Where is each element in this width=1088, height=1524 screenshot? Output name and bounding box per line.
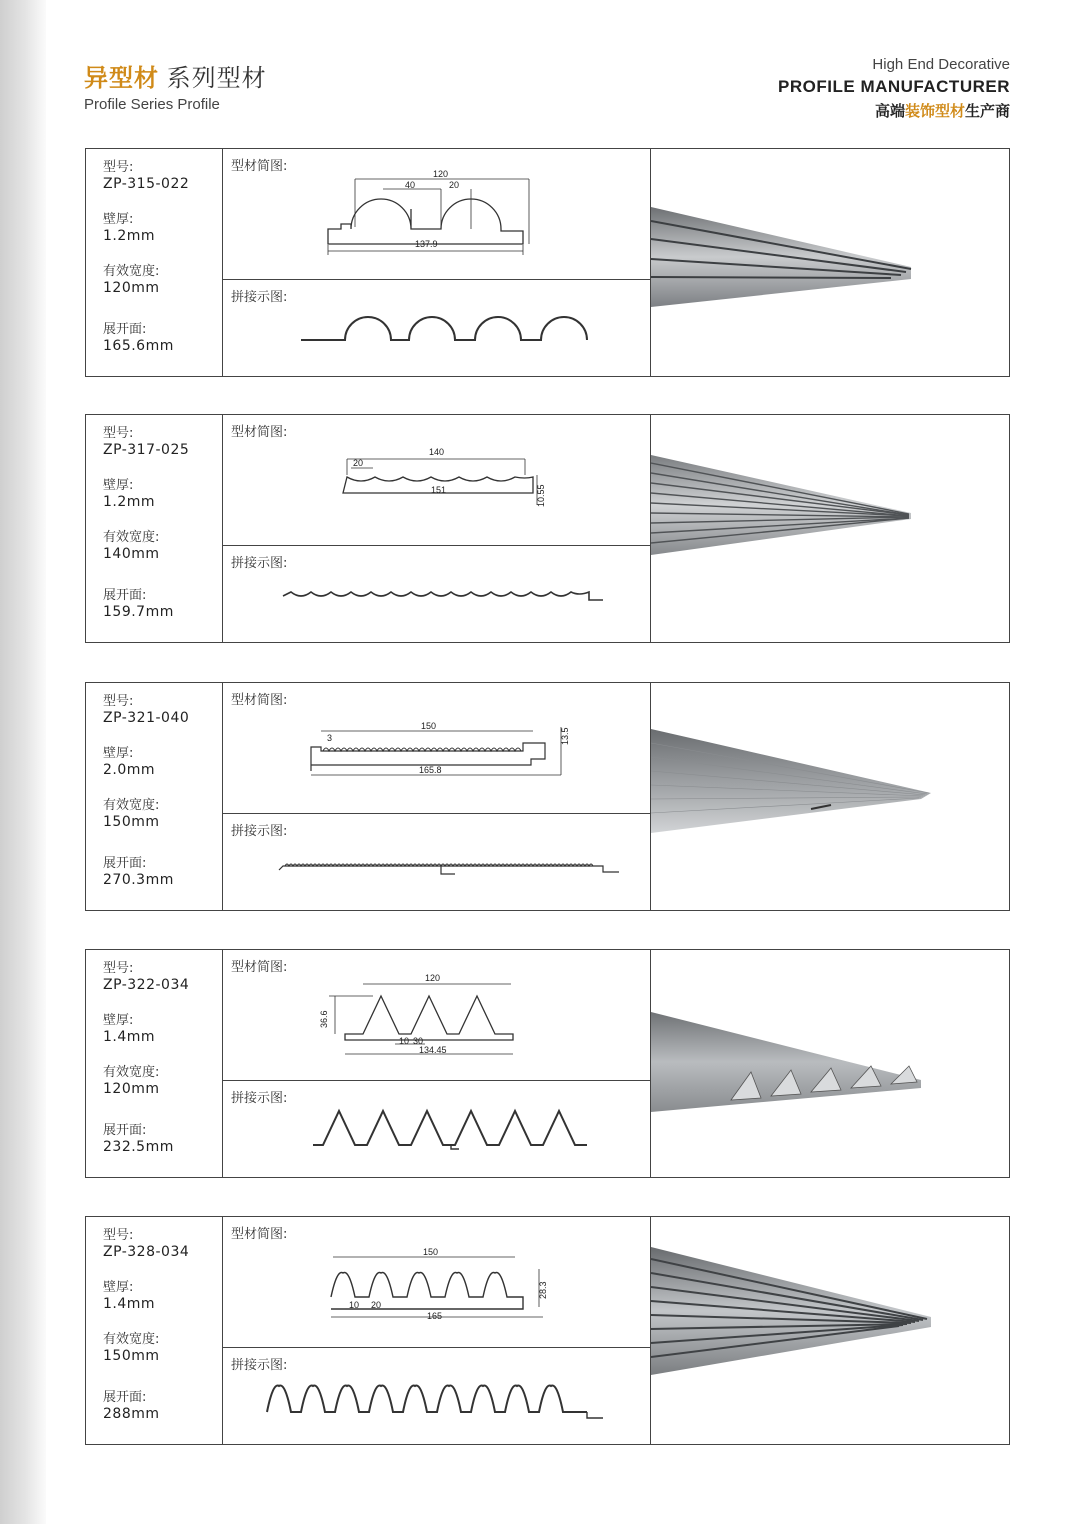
diagram-column xyxy=(223,1217,651,1444)
model-label: 型号: xyxy=(103,694,134,709)
joint-diagram-panel xyxy=(223,280,650,376)
profile-shape xyxy=(328,199,523,244)
thickness-value: 1.4mm xyxy=(103,1029,156,1045)
page-title xyxy=(84,58,267,93)
panel-render xyxy=(651,415,1009,642)
diagram-column xyxy=(223,415,651,642)
thickness-label: 壁厚: xyxy=(103,478,134,493)
panel-render xyxy=(651,683,1009,910)
model-label: 型号: xyxy=(103,426,134,441)
product-card xyxy=(85,949,1010,1178)
unfold-value: 165.6mm xyxy=(103,338,174,354)
joint-diagram-panel xyxy=(223,814,650,910)
unfold-value: 159.7mm xyxy=(103,604,174,620)
product-card xyxy=(85,148,1010,377)
spec-column xyxy=(86,950,223,1177)
product-card xyxy=(85,682,1010,911)
width-label: 有效宽度: xyxy=(103,264,160,279)
dim-width: 140 xyxy=(429,447,445,457)
joint-diagram-panel xyxy=(223,1348,650,1444)
joint-diagram-label: 拼接示图: xyxy=(231,1091,288,1106)
product-card xyxy=(85,1216,1010,1445)
unfold-label: 展开面: xyxy=(103,856,147,871)
tagline-line3 xyxy=(778,100,1010,121)
dim-pitch: 3 xyxy=(327,733,333,743)
unfold-label: 展开面: xyxy=(103,1123,147,1138)
product-photo xyxy=(651,1217,1009,1444)
spec-column xyxy=(86,149,223,376)
section-diagram xyxy=(223,415,649,545)
tagline-line2: PROFILE MANUFACTURER xyxy=(778,77,1010,96)
width-value: 120mm xyxy=(103,1081,160,1097)
width-label: 有效宽度: xyxy=(103,530,160,545)
model-value: ZP-321-040 xyxy=(103,710,190,726)
joint-diagram xyxy=(223,814,649,910)
product-photo xyxy=(651,415,1009,642)
dim-total: 165.8 xyxy=(419,765,442,775)
width-label: 有效宽度: xyxy=(103,1332,160,1347)
page-edge-shadow xyxy=(0,0,46,1524)
dim-total: 165 xyxy=(427,1311,443,1321)
model-value: ZP-328-034 xyxy=(103,1244,190,1260)
section-diagram-label: 型材简图: xyxy=(231,1227,288,1242)
joint-diagram-label: 拼接示图: xyxy=(231,290,288,305)
tagline-highlight: 装饰型材 xyxy=(904,103,965,120)
dim-total: 137.9 xyxy=(415,239,438,249)
joint-diagram-label: 拼接示图: xyxy=(231,556,288,571)
unfold-value: 232.5mm xyxy=(103,1139,174,1155)
dim-width: 150 xyxy=(423,1247,439,1257)
width-label: 有效宽度: xyxy=(103,1065,160,1080)
joint-diagram xyxy=(223,546,649,642)
dim-height: 28.3 xyxy=(538,1281,548,1299)
section-diagram xyxy=(223,683,649,813)
section-diagram-panel xyxy=(223,415,650,546)
dim-gap: 20 xyxy=(449,180,460,190)
spec-column xyxy=(86,1217,223,1444)
unfold-value: 270.3mm xyxy=(103,872,174,888)
thickness-label: 壁厚: xyxy=(103,746,134,761)
model-label: 型号: xyxy=(103,160,134,175)
joint-diagram xyxy=(223,280,649,376)
dim-height: 36.6 xyxy=(319,1010,329,1028)
section-diagram-label: 型材简图: xyxy=(231,425,288,440)
title-highlight: 异型材 xyxy=(84,65,159,92)
panel-render xyxy=(651,1217,1009,1444)
joint-diagram-panel xyxy=(223,1081,650,1177)
unfold-label: 展开面: xyxy=(103,322,147,337)
unfold-label: 展开面: xyxy=(103,1390,147,1405)
spec-column xyxy=(86,415,223,642)
model-value: ZP-322-034 xyxy=(103,977,190,993)
thickness-label: 壁厚: xyxy=(103,1013,134,1028)
model-label: 型号: xyxy=(103,961,134,976)
tagline-pre: 高端 xyxy=(874,103,905,120)
section-diagram xyxy=(223,1217,649,1347)
joint-diagram xyxy=(223,1081,649,1177)
model-value: ZP-317-025 xyxy=(103,442,190,458)
width-value: 150mm xyxy=(103,814,160,830)
unfold-value: 288mm xyxy=(103,1406,160,1422)
diagram-column xyxy=(223,683,651,910)
section-diagram xyxy=(223,149,649,279)
thickness-value: 1.2mm xyxy=(103,228,156,244)
dim-height: 13.5 xyxy=(560,727,570,745)
dim-base: 10 xyxy=(399,1036,410,1046)
width-value: 120mm xyxy=(103,280,160,296)
width-value: 150mm xyxy=(103,1348,160,1364)
section-diagram-label: 型材简图: xyxy=(231,159,288,174)
model-label: 型号: xyxy=(103,1228,134,1243)
thickness-label: 壁厚: xyxy=(103,212,134,227)
unfold-label: 展开面: xyxy=(103,588,147,603)
section-diagram-panel xyxy=(223,950,650,1081)
section-diagram xyxy=(223,950,649,1080)
dim-width: 120 xyxy=(425,973,441,983)
dim-base: 10 xyxy=(349,1300,360,1310)
dim-arc: 40 xyxy=(405,180,416,190)
dim-height: 10.55 xyxy=(536,484,546,507)
thickness-value: 2.0mm xyxy=(103,762,156,778)
dim-total: 134.45 xyxy=(419,1045,447,1055)
product-photo xyxy=(651,683,1009,910)
width-label: 有效宽度: xyxy=(103,798,160,813)
panel-render xyxy=(651,149,1009,376)
diagram-column xyxy=(223,950,651,1177)
tagline-line1: High End Decorative xyxy=(872,56,1010,73)
product-photo xyxy=(651,950,1009,1177)
spec-column xyxy=(86,683,223,910)
diagram-column xyxy=(223,149,651,376)
thickness-value: 1.4mm xyxy=(103,1296,156,1312)
section-diagram-panel xyxy=(223,1217,650,1348)
width-value: 140mm xyxy=(103,546,160,562)
section-diagram-label: 型材简图: xyxy=(231,693,288,708)
thickness-value: 1.2mm xyxy=(103,494,156,510)
joint-diagram-label: 拼接示图: xyxy=(231,1358,288,1373)
catalog-header xyxy=(84,58,267,113)
model-value: ZP-315-022 xyxy=(103,176,190,192)
product-card xyxy=(85,414,1010,643)
section-diagram-panel xyxy=(223,149,650,280)
section-diagram-label: 型材简图: xyxy=(231,960,288,975)
dim-gap: 20 xyxy=(371,1300,382,1310)
joint-diagram-panel xyxy=(223,546,650,642)
dim-total: 151 xyxy=(431,485,447,495)
dim-width: 120 xyxy=(433,169,449,179)
product-photo xyxy=(651,149,1009,376)
page-subtitle: Profile Series Profile xyxy=(84,96,220,113)
dim-gap: 30 xyxy=(413,1036,424,1046)
thickness-label: 壁厚: xyxy=(103,1280,134,1295)
section-diagram-panel xyxy=(223,683,650,814)
dim-pitch: 20 xyxy=(353,458,364,468)
joint-diagram-label: 拼接示图: xyxy=(231,824,288,839)
joint-diagram xyxy=(223,1348,649,1444)
panel-render xyxy=(651,950,1009,1177)
dim-width: 150 xyxy=(421,721,437,731)
title-rest: 系列型材 xyxy=(166,65,267,92)
brand-tagline xyxy=(778,56,1010,121)
tagline-post: 生产商 xyxy=(964,103,1010,120)
